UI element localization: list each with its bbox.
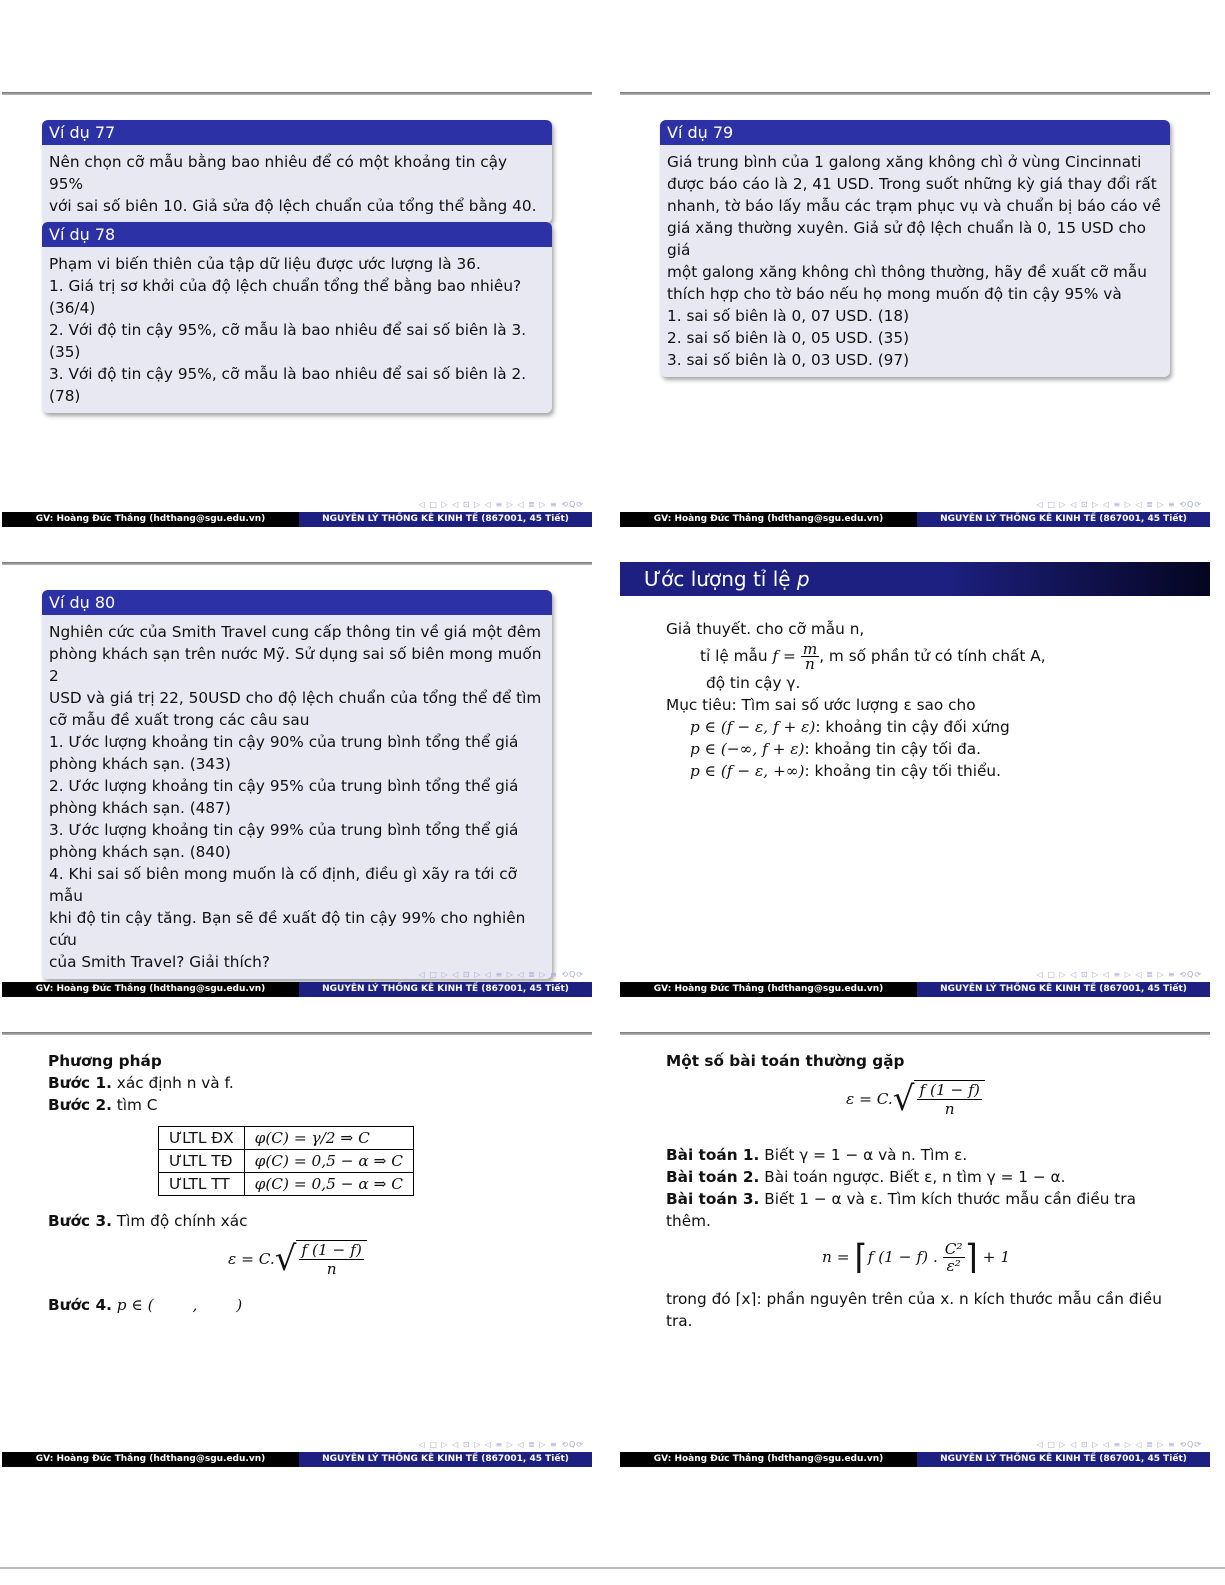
- interval-line: [666, 716, 1190, 738]
- text-line: thêm.: [666, 1212, 711, 1230]
- footer-course: NGUYÊN LÝ THỐNG KÊ KINH TẾ (867001, 45 Tiết): [299, 982, 592, 997]
- sqrt-body: [914, 1080, 984, 1118]
- block-title: Ví dụ 80: [42, 590, 552, 615]
- problem-text: Biết 1 − α và ε. Tìm kích thước mẫu cần điều tra: [759, 1190, 1136, 1208]
- text-line: Nghiên cức của Smith Travel cung cấp thông tin về giá một đêm: [49, 623, 542, 641]
- sample-size-formula: [666, 1232, 1190, 1282]
- text-line: 2. Với độ tin cậy 95%, cỡ mẫu là bao nhiêu để sai số biên là 3. (35): [49, 321, 527, 361]
- frame-title-var: p: [796, 567, 810, 591]
- text-fragment: : khoảng tin cậy đối xứng: [815, 718, 1010, 736]
- problem-text: Biết γ = 1 − α và n. Tìm ε.: [759, 1146, 968, 1164]
- math-fragment: f =: [772, 647, 796, 665]
- math-fragment: p ∈ (−∞, f + ε): [690, 740, 805, 758]
- beamer-nav-icons[interactable]: ◁ □ ▷ ◁ ⊡ ▷ ◁ ≡ ▷ ◁ ≣ ▷ ≡ ⟲Q⟳: [418, 1440, 584, 1449]
- text-line: phòng khách sạn. (840): [49, 843, 231, 861]
- footer-course: NGUYÊN LÝ THỐNG KÊ KINH TẾ (867001, 45 Tiết): [917, 982, 1210, 997]
- sample-proportion-line: [666, 640, 1190, 672]
- step-text: tìm C: [111, 1096, 158, 1114]
- table-cell: ƯLTL ĐX: [159, 1127, 245, 1150]
- fraction-numerator: f (1 − f): [919, 1081, 980, 1099]
- text-line: phòng khách sạn. (487): [49, 799, 231, 817]
- footer-course: NGUYÊN LÝ THỐNG KÊ KINH TẾ (867001, 45 Tiết): [917, 1452, 1210, 1467]
- table-cell: φ(C) = 0,5 − α ⇒ C: [244, 1173, 413, 1196]
- text-fragment: : khoảng tin cậy tối đa.: [804, 740, 981, 758]
- text-line: 2. sai số biên là 0, 05 USD. (35): [667, 329, 910, 347]
- text-fragment: tỉ lệ mẫu: [700, 647, 773, 665]
- slide-footer: [620, 982, 1210, 997]
- problem-label: Bài toán 2.: [666, 1168, 760, 1186]
- text-line: nhanh, tờ báo lấy mẫu các trạm phục vụ và chuẩn bị báo cáo về: [667, 197, 1161, 215]
- slide-footer: [2, 512, 592, 527]
- step-text: p ∈ ( , ): [111, 1296, 243, 1314]
- beamer-nav-icons[interactable]: ◁ □ ▷ ◁ ⊡ ▷ ◁ ≡ ▷ ◁ ≣ ▷ ≡ ⟲Q⟳: [1036, 1440, 1202, 1449]
- text-line: 4. Khi sai số biên mong muốn là cố định, điều gì xãy ra tới cỡ mẫu: [49, 865, 517, 905]
- fraction-m-over-n: [801, 642, 820, 671]
- step-line: [48, 1210, 572, 1232]
- slide-top-rule: [620, 1032, 1210, 1035]
- slide-proportion-estimation: [620, 562, 1210, 1007]
- interval-line: [666, 738, 1190, 760]
- footer-course: NGUYÊN LÝ THỐNG KÊ KINH TẾ (867001, 45 Tiết): [299, 512, 592, 527]
- slide-example-79: [620, 92, 1210, 537]
- text-line: 3. Ước lượng khoảng tin cậy 99% của trung bình tổng thể giá: [49, 821, 519, 839]
- sqrt-icon: √: [274, 1239, 297, 1279]
- footer-author: GV: Hoàng Đức Thắng (hdthang@sgu.edu.vn): [620, 512, 917, 527]
- footer-course: NGUYÊN LÝ THỐNG KÊ KINH TẾ (867001, 45 Tiết): [299, 1452, 592, 1467]
- slide-top-rule: [2, 92, 592, 95]
- block-example-78: [42, 222, 552, 413]
- step-label: Bước 4.: [48, 1296, 112, 1314]
- formula-fraction: [943, 1241, 965, 1274]
- fraction-numerator: m: [802, 640, 818, 658]
- step-label: Bước 2.: [48, 1096, 112, 1114]
- ceil-right-icon: ⌉: [964, 1237, 978, 1278]
- text-line: (36/4): [49, 299, 96, 317]
- section-heading: Phương pháp: [48, 1052, 162, 1070]
- slide-footer: [2, 1452, 592, 1467]
- section-heading: Một số bài toán thường gặp: [666, 1052, 905, 1070]
- fraction-denominator: ε²: [946, 1257, 961, 1275]
- problem-label: Bài toán 1.: [666, 1146, 760, 1164]
- page-bottom-rule: [0, 1567, 1225, 1569]
- slide-top-rule: [2, 562, 592, 565]
- slide-example-80: [2, 562, 592, 1007]
- block-body: [42, 247, 552, 413]
- formula-lhs: ε = C.: [228, 1250, 275, 1268]
- slide-content: [48, 1050, 572, 1316]
- text-line: 1. Giá trị sơ khởi của độ lệch chuẩn tổng thể bằng bao nhiêu?: [49, 277, 522, 295]
- interval-line: [666, 760, 1190, 782]
- step-text: xác định n và f.: [111, 1074, 234, 1092]
- slide-method: [2, 1032, 592, 1477]
- text-line: với sai số biên 10. Giả sửa độ lệch chuẩn của tổng thể bằng 40.: [49, 197, 537, 215]
- math-fragment: p ∈ (f − ε, +∞): [690, 762, 805, 780]
- frame-title: [620, 562, 1210, 596]
- text-line: Nên chọn cỡ mẫu bằng bao nhiêu để có một khoảng tin cậy 95%: [49, 153, 508, 193]
- table-row: [159, 1173, 414, 1196]
- frame-title-text: Ước lượng tỉ lệ: [644, 567, 797, 591]
- step-label: Bước 3.: [48, 1212, 112, 1230]
- text-fragment: , m số phần tử có tính chất A,: [819, 647, 1046, 665]
- critical-value-table: [158, 1126, 414, 1196]
- fraction-denominator: n: [944, 1100, 955, 1118]
- block-title: Ví dụ 77: [42, 120, 552, 145]
- block-body: [660, 145, 1170, 377]
- precision-formula: [666, 1080, 1190, 1132]
- footer-author: GV: Hoàng Đức Thắng (hdthang@sgu.edu.vn): [2, 1452, 299, 1467]
- text-line: của Smith Travel? Giải thích?: [49, 953, 270, 971]
- sqrt-body: [296, 1240, 366, 1278]
- beamer-nav-icons[interactable]: ◁ □ ▷ ◁ ⊡ ▷ ◁ ≡ ▷ ◁ ≣ ▷ ≡ ⟲Q⟳: [1036, 500, 1202, 509]
- text-line: Mục tiêu: Tìm sai số ước lượng ε sao cho: [666, 696, 976, 714]
- formula-rhs: + 1: [982, 1248, 1011, 1266]
- slide-top-rule: [2, 1032, 592, 1035]
- fraction-denominator: n: [326, 1260, 337, 1278]
- ceil-left-icon: ⌈: [854, 1237, 868, 1278]
- slide-common-problems: [620, 1032, 1210, 1477]
- text-line: được báo cáo là 2, 41 USD. Trong suốt những kỳ giá thay đổi rất: [667, 175, 1157, 193]
- slide-content: [666, 618, 1190, 782]
- text-line: 3. Với độ tin cậy 95%, cỡ mẫu là bao nhiêu để sai số biên là 2. (78): [49, 365, 527, 405]
- slide-footer: [620, 1452, 1210, 1467]
- block-example-77: [42, 120, 552, 223]
- block-example-79: [660, 120, 1170, 377]
- step-line: [48, 1294, 572, 1316]
- footer-author: GV: Hoàng Đức Thắng (hdthang@sgu.edu.vn): [620, 982, 917, 997]
- formula-inner: f (1 − f) .: [867, 1248, 938, 1266]
- beamer-nav-icons[interactable]: ◁ □ ▷ ◁ ⊡ ▷ ◁ ≡ ▷ ◁ ≣ ▷ ≡ ⟲Q⟳: [418, 970, 584, 979]
- slide-footer: [2, 982, 592, 997]
- block-example-80: [42, 590, 552, 979]
- sqrt-icon: √: [892, 1079, 915, 1119]
- block-title: Ví dụ 78: [42, 222, 552, 247]
- beamer-nav-icons[interactable]: ◁ □ ▷ ◁ ⊡ ▷ ◁ ≡ ▷ ◁ ≣ ▷ ≡ ⟲Q⟳: [418, 500, 584, 509]
- text-line: 3. sai số biên là 0, 03 USD. (97): [667, 351, 910, 369]
- slide-example-77-78: [2, 92, 592, 537]
- formula-lhs: n =: [822, 1248, 850, 1266]
- text-line: phòng khách sạn trên nước Mỹ. Sử dụng sai số biên mong muốn 2: [49, 645, 542, 685]
- problem-line: [666, 1188, 1190, 1210]
- slide-top-rule: [620, 92, 1210, 95]
- text-line: một galong xăng không chì thông thường, hãy đề xuất cỡ mẫu: [667, 263, 1147, 281]
- block-body: [42, 145, 552, 223]
- footer-author: GV: Hoàng Đức Thắng (hdthang@sgu.edu.vn): [2, 512, 299, 527]
- table-cell: φ(C) = 0,5 − α ⇒ C: [244, 1150, 413, 1173]
- text-line: USD và giá trị 22, 50USD cho độ lệch chuẩn của tổng thể để tìm: [49, 689, 542, 707]
- precision-formula: [48, 1240, 572, 1286]
- table-row: [159, 1150, 414, 1173]
- formula-fraction: [299, 1241, 363, 1278]
- footer-author: GV: Hoàng Đức Thắng (hdthang@sgu.edu.vn): [620, 1452, 917, 1467]
- text-line: độ tin cậy γ.: [706, 674, 801, 692]
- footer-course: NGUYÊN LÝ THỐNG KÊ KINH TẾ (867001, 45 Tiết): [917, 512, 1210, 527]
- text-line: trong đó ⌈x⌉: phần nguyên trên của x. n kích thước mẫu cần điều: [666, 1290, 1162, 1308]
- table-row: [159, 1127, 414, 1150]
- text-line: tra.: [666, 1312, 693, 1330]
- text-line: thích hợp cho tờ báo nếu họ mong muốn độ tin cậy 95% và: [667, 285, 1122, 303]
- formula-lhs: ε = C.: [846, 1090, 893, 1108]
- slide-footer: [620, 512, 1210, 527]
- math-fragment: p ∈ (f − ε, f + ε): [690, 718, 816, 736]
- text-fragment: : khoảng tin cậy tối thiểu.: [804, 762, 1001, 780]
- text-line: phòng khách sạn. (343): [49, 755, 231, 773]
- step-text: Tìm độ chính xác: [111, 1212, 248, 1230]
- text-line: Phạm vi biến thiên của tập dữ liệu được ước lượng là 36.: [49, 255, 481, 273]
- problem-line: [666, 1144, 1190, 1166]
- table-cell: φ(C) = γ/2 ⇒ C: [244, 1127, 413, 1150]
- step-label: Bước 1.: [48, 1074, 112, 1092]
- text-line: 2. Ước lượng khoảng tin cậy 95% của trung bình tổng thể giá: [49, 777, 519, 795]
- block-body: [42, 615, 552, 979]
- problem-text: Bài toán ngược. Biết ε, n tìm γ = 1 − α.: [759, 1168, 1066, 1186]
- text-line: 1. sai số biên là 0, 07 USD. (18): [667, 307, 910, 325]
- footer-author: GV: Hoàng Đức Thắng (hdthang@sgu.edu.vn): [2, 982, 299, 997]
- slide-content: [666, 1050, 1190, 1332]
- block-title: Ví dụ 79: [660, 120, 1170, 145]
- text-line: 1. Ước lượng khoảng tin cậy 90% của trung bình tổng thể giá: [49, 733, 519, 751]
- fraction-denominator: n: [805, 655, 815, 673]
- step-line: [48, 1094, 572, 1116]
- table-cell: ƯLTL TĐ: [159, 1150, 245, 1173]
- text-line: Giá trung bình của 1 galong xăng không chì ở vùng Cincinnati: [667, 153, 1142, 171]
- text-line: khi độ tin cậy tăng. Bạn sẽ đề xuất độ tin cậy 99% cho nghiên cứu: [49, 909, 526, 949]
- fraction-numerator: f (1 − f): [301, 1241, 362, 1259]
- problem-label: Bài toán 3.: [666, 1190, 760, 1208]
- formula-fraction: [917, 1081, 981, 1118]
- problem-line: [666, 1166, 1190, 1188]
- fraction-numerator: C²: [944, 1240, 963, 1258]
- beamer-nav-icons[interactable]: ◁ □ ▷ ◁ ⊡ ▷ ◁ ≡ ▷ ◁ ≣ ▷ ≡ ⟲Q⟳: [1036, 970, 1202, 979]
- table-cell: ƯLTL TT: [159, 1173, 245, 1196]
- text-line: cỡ mẫu đề xuất trong các câu sau: [49, 711, 310, 729]
- step-line: [48, 1072, 572, 1094]
- text-line: giá xăng thường xuyên. Giả sử độ lệch chuẩn là 0, 15 USD cho giá: [667, 219, 1146, 259]
- text-line: Giả thuyết. cho cỡ mẫu n,: [666, 620, 865, 638]
